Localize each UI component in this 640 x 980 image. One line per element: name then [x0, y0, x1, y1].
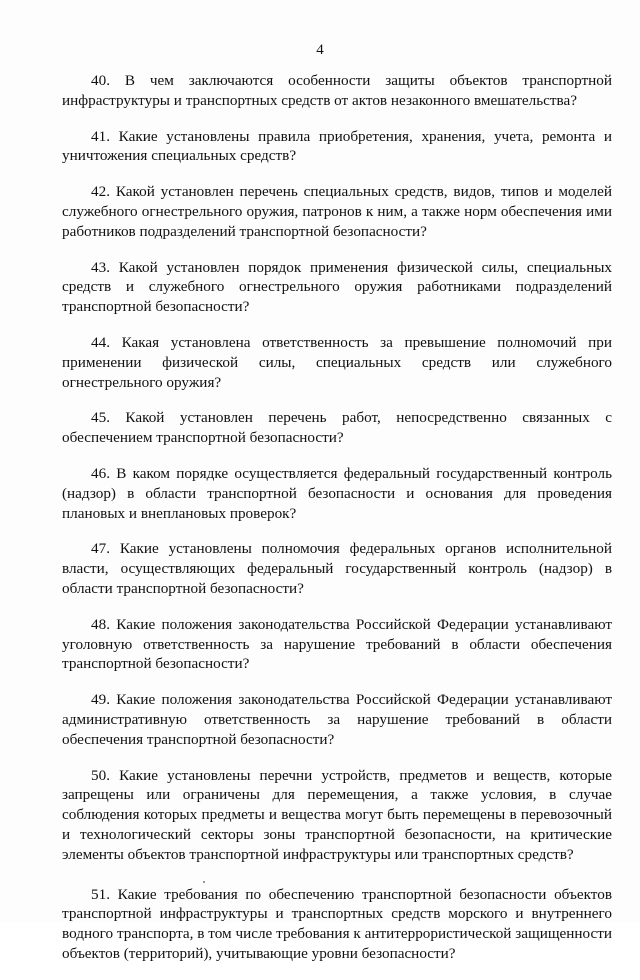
question-40: 40. В чем заключаются особенности защиты объектов транспортной инфраструктуры и транспортных средств от актов незаконного вмешательства? — [62, 72, 612, 109]
question-43: 43. Какой установлен порядок применения физической силы, специальных средств и служебного огнестрельного оружия работниками подразделений транспортной безопасности? — [62, 258, 612, 316]
question-44: 44. Какая установлена ответственность за превышение полномочий при применении физической силы, специальных средств или служебного огнестрельного оружия? — [62, 333, 612, 391]
page-number: 4 — [316, 42, 324, 58]
question-50: 50. Какие установлены перечни устройств, предметов и веществ, которые запрещены или ограничены для перемещения, а также условия, в случае соблюдения которых предметы и вещества могут быть перемещены в перевозочный и технологический секторы зоны транспортной безопасности, на критические элементы объектов транспортной инфраструктуры или транспортных средств? — [62, 766, 612, 863]
question-47: 47. Какие установлены полномочия федеральных органов исполнительной власти, осуществляющих федеральный государственный контроль (надзор) в области транспортной безопасности? — [62, 540, 612, 597]
question-list — [62, 71, 612, 980]
question-49: 49. Какие положения законодательства Российской Федерации устанавливают административную ответственность за нарушение требований в области обеспечения транспортной безопасности? — [62, 691, 612, 748]
scan-speck — [203, 881, 205, 883]
question-45: 45. Какой установлен перечень работ, непосредственно связанных с обеспечением транспортной безопасности? — [62, 409, 612, 447]
question-48: 48. Какие положения законодательства Российской Федерации устанавливают уголовную ответственность за нарушение требований в области обеспечения транспортной безопасности? — [62, 615, 612, 673]
question-46: 46. В каком порядке осуществляется федеральный государственный контроль (надзор) в области транспортной безопасности и основания для проведения плановых и внеплановых проверок? — [62, 464, 612, 522]
question-41: 41. Какие установлены правила приобретения, хранения, учета, ремонта и уничтожения специальных средств? — [62, 127, 612, 165]
question-51: 51. Какие требования по обеспечению транспортной безопасности объектов транспортной инфраструктуры и транспортных средств морского и внутреннего водного транспорта, в том числе требования к антитеррористической защищенности объектов (территорий), учитывающие уровни безопасности? — [62, 885, 612, 962]
question-42: 42. Какой установлен перечень специальных средств, видов, типов и моделей служебного огнестрельного оружия, патронов к ним, а также норм обеспечения ими работников подразделений транспортной безопасности? — [62, 183, 612, 240]
